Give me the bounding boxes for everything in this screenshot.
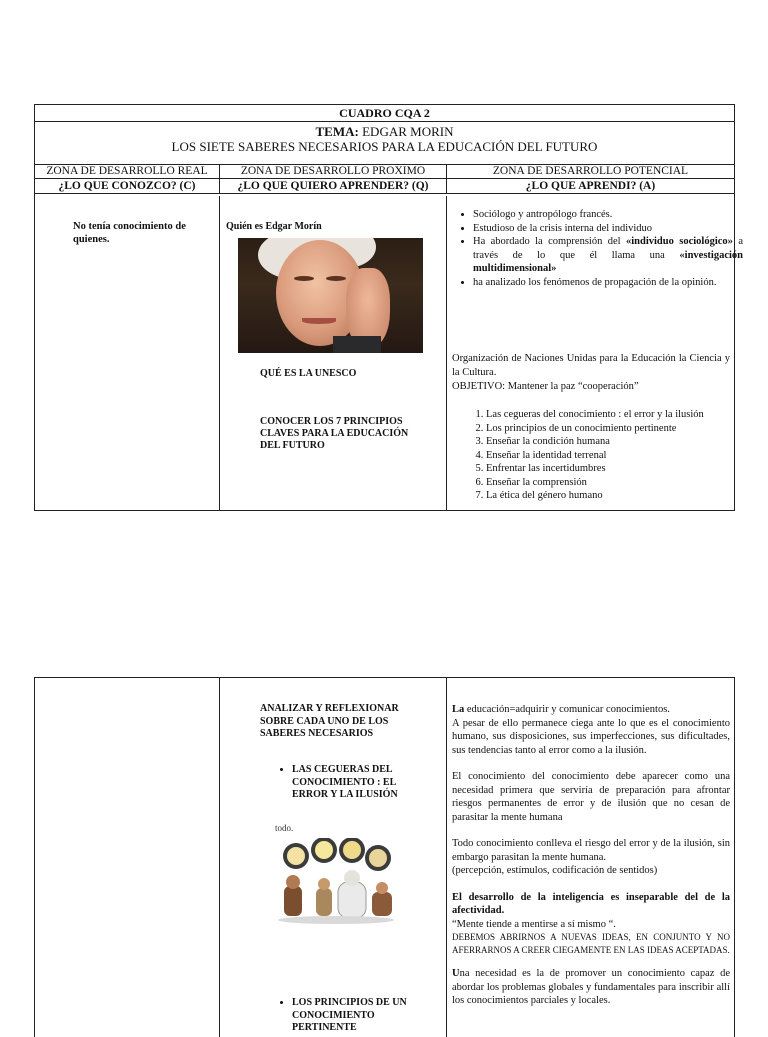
cqa-table-2 xyxy=(34,677,735,1037)
quiero-item: • LOS PRINCIPIOS DE UN CONOCIMIENTO PERTINENTE xyxy=(292,997,432,1035)
col-quiero xyxy=(220,196,447,510)
saber-item: 2. Los principios de un conocimiento pertinente xyxy=(486,422,766,436)
analizar-heading: ANALIZAR Y REFLEXIONAR SOBRE CADA UNO DE LOS SABERES NECESARIOS xyxy=(260,703,399,739)
tema-value: EDGAR MORIN xyxy=(358,124,454,139)
col-conozco xyxy=(35,196,220,510)
paragraph-percepcion: (percepción, estímulos, codificación de sentidos) xyxy=(452,865,658,876)
zones-row xyxy=(35,165,734,179)
content-row xyxy=(35,196,743,510)
conozco-text: No tenía conocimiento de quienes. xyxy=(73,221,186,245)
question-quiero: ¿LO QUE QUIERO APRENDER? (Q) xyxy=(220,179,447,193)
tema-row xyxy=(35,122,734,165)
col-aprendi-2 xyxy=(447,678,734,1037)
quiero-list-1 xyxy=(276,764,432,802)
saber-item: 4. Enseñar la identidad terrenal xyxy=(486,449,766,463)
unesco-objetivo: OBJETIVO: Mantener la paz “cooperación” xyxy=(452,381,639,392)
question-conozco: ¿LO QUE CONOZCO? (C) xyxy=(35,179,220,193)
col-quiero-2 xyxy=(220,678,447,1037)
table-title: CUADRO CQA 2 xyxy=(339,106,430,120)
unesco-question: QUÉ ES LA UNESCO xyxy=(260,368,357,379)
saberes-list xyxy=(452,408,766,503)
paragraph-educacion: La educación=adquirir y comunicar conocimientos. xyxy=(452,704,670,715)
paragraph-ciega: A pesar de ello permanece ciega ante lo que es el conocimiento humano, sus disposiciones, sus imperfecciones, sus dificultades, sus tendencias tanto al error como a la ilusión. xyxy=(452,717,730,756)
paragraph-mente: “Mente tiende a mentirse a sí mismo “. xyxy=(452,918,616,930)
cqa-table-1 xyxy=(34,104,743,511)
saber-item: 5. Enfrentar las incertidumbres xyxy=(486,462,766,476)
morin-facts-list xyxy=(457,208,743,289)
question-aprendi: ¿LO QUE APRENDI? (A) xyxy=(525,180,656,192)
paragraph-necesidad: Una necesidad es la de promover un conocimiento capaz de abordar los problemas globales y fundamentales para inscribir allí los conocimientos parciales y locales. xyxy=(452,968,730,1006)
table-title-row xyxy=(35,105,734,122)
fact-item: • Estudioso de la crisis interna del individuo xyxy=(473,222,743,236)
unesco-text: Organización de Naciones Unidas para la Educación la Ciencia y la Cultura. xyxy=(452,353,730,378)
fact-item: • ha analizado los fenómenos de propagación de la opinión. xyxy=(473,276,743,290)
saber-item: 1. Las cegueras del conocimiento : el error y la ilusión xyxy=(486,408,766,422)
principios-question: CONOCER LOS 7 PRINCIPIOS CLAVES PARA LA EDUCACIÓN DEL FUTURO xyxy=(260,416,409,451)
questions-row xyxy=(35,179,734,194)
saber-item: 6. Enseñar la comprensión xyxy=(486,476,766,490)
tema-label: TEMA: xyxy=(315,124,359,139)
col-conozco-2 xyxy=(35,678,220,1037)
saber-item: 7. La ética del género humano xyxy=(486,489,766,503)
col-aprendi xyxy=(447,196,743,510)
edgar-morin-photo xyxy=(238,238,423,353)
paragraph-riesgo: Todo conocimiento conlleva el riesgo del error y de la ilusión, sin embargo parasitan la mente humana. xyxy=(452,838,730,863)
paragraph-conocimiento: El conocimiento del conocimiento debe aparecer como una necesidad primera que serviría de preparación para afrontar riesgos permanentes de error y de ilusión que no cesan de parasitar la mente humana xyxy=(452,771,730,823)
quiero-list-2 xyxy=(276,997,432,1035)
quien-heading: Quién es Edgar Morín xyxy=(226,221,322,232)
zone-real: ZONA DE DESARROLLO REAL xyxy=(35,165,220,178)
paragraph-caps: DEBEMOS ABRIRNOS A NUEVAS IDEAS, EN CONJUNTO Y NO AFERRARNOS A CREER CIEGAMENTE EN LAS IDEAS ACEPTADAS. xyxy=(452,932,730,955)
quiero-item: • LAS CEGUERAS DEL CONOCIMIENTO : EL ERROR Y LA ILUSIÓN xyxy=(292,764,432,802)
lightbulb-ideas-illustration xyxy=(276,838,402,924)
aprendi-text xyxy=(452,703,730,1008)
paragraph-afectividad: El desarrollo de la inteligencia es inseparable del de la afectividad. xyxy=(452,891,730,916)
zone-proximo: ZONA DE DESARROLLO PROXIMO xyxy=(220,165,447,178)
saber-item: 3. Enseñar la condición humana xyxy=(486,435,766,449)
todo-fragment: todo. xyxy=(275,823,294,833)
fact-item: • Ha abordado la comprensión del «individuo sociológico» a través de lo que él llama una «investigación multidimensional» xyxy=(473,235,743,276)
tema-subtitle: LOS SIETE SABERES NECESARIOS PARA LA EDUCACIÓN DEL FUTURO xyxy=(171,139,598,154)
fact-item: • Sociólogo y antropólogo francés. xyxy=(473,208,743,222)
content-row-2 xyxy=(35,678,734,1037)
zone-potencial: ZONA DE DESARROLLO POTENCIAL xyxy=(492,165,689,177)
